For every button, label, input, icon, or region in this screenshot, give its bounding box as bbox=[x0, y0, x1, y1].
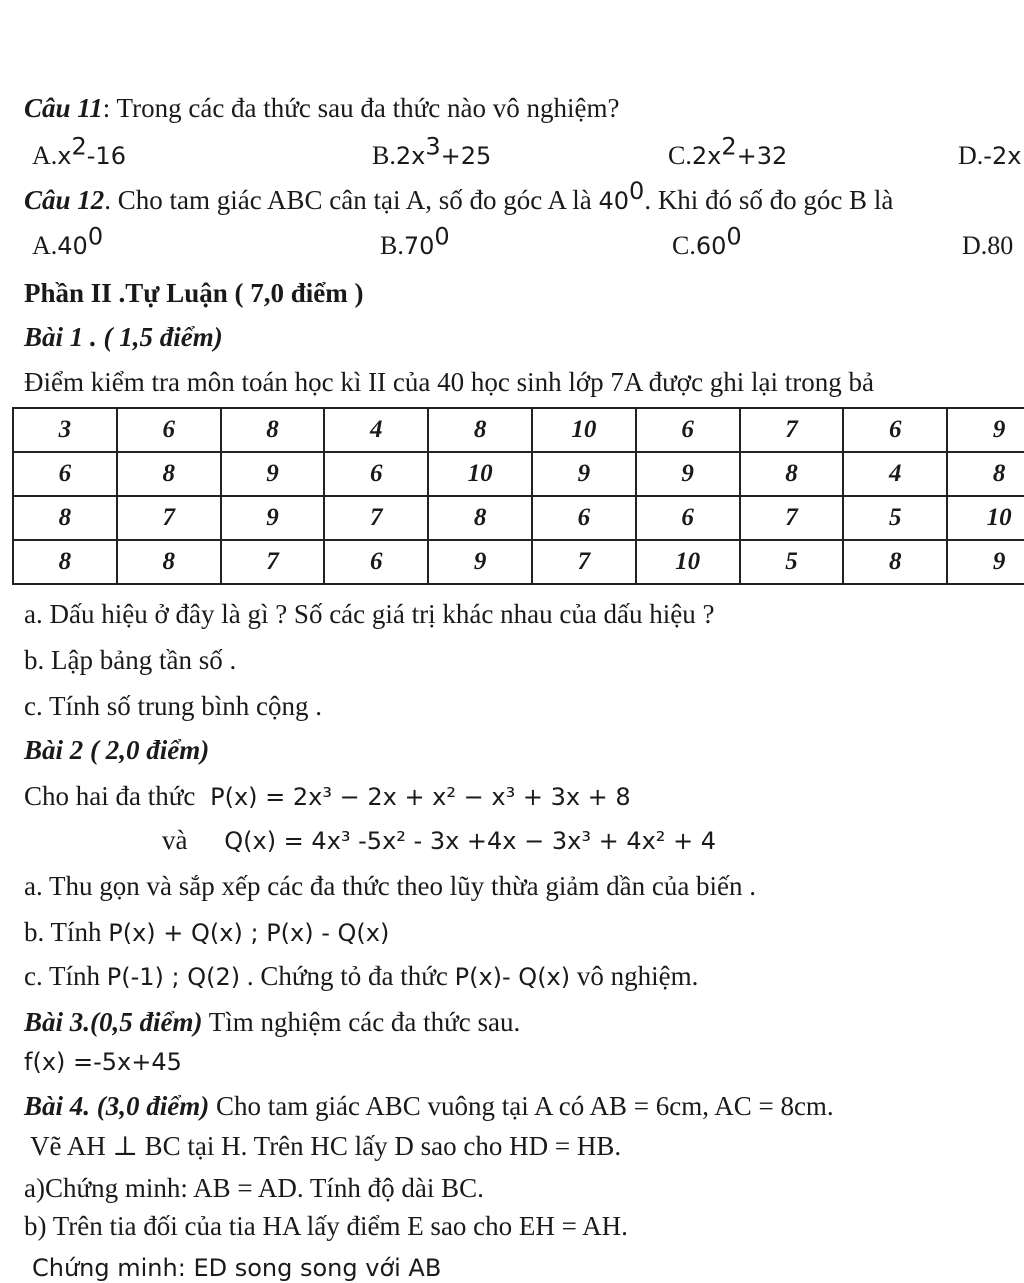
q11-option-c-rest: +32 bbox=[736, 142, 788, 170]
question-12 bbox=[24, 177, 894, 216]
q12-option-b bbox=[380, 222, 450, 261]
table-cell: 6 bbox=[636, 408, 740, 452]
table-cell: 6 bbox=[843, 408, 947, 452]
question-11 bbox=[24, 92, 619, 124]
bai-2-va: và bbox=[162, 825, 188, 855]
bai-4-line-3: a)Chứng minh: AB = AD. Tính độ dài BC. bbox=[24, 1173, 484, 1203]
table-cell: 6 bbox=[13, 452, 117, 496]
q11-option-c bbox=[668, 132, 788, 171]
q11-option-a bbox=[32, 132, 126, 171]
bai-2-part-c bbox=[24, 960, 698, 992]
question-12-angle-exp: 0 bbox=[629, 177, 645, 205]
bai-4-text: Cho tam giác ABC vuông tại A có AB = 6cm, AC = 8cm. bbox=[209, 1091, 834, 1121]
function-f: f(x) =-5x+45 bbox=[24, 1048, 182, 1076]
table-cell: 8 bbox=[221, 408, 325, 452]
bai-4-line-5: Chứng minh: ED song song với AB bbox=[32, 1254, 442, 1282]
table-cell: 9 bbox=[428, 540, 532, 584]
table-cell: 6 bbox=[532, 496, 636, 540]
bai-2-intro: Cho hai đa thức bbox=[24, 781, 196, 811]
table-cell: 10 bbox=[947, 496, 1024, 540]
table-cell: 9 bbox=[221, 452, 325, 496]
table-cell: 10 bbox=[428, 452, 532, 496]
table-cell: 9 bbox=[947, 540, 1024, 584]
score-table bbox=[12, 407, 1024, 585]
table-row bbox=[13, 540, 1024, 584]
q11-option-d-prefix: D. bbox=[958, 141, 984, 170]
table-cell: 7 bbox=[740, 408, 844, 452]
q12-option-c-val: 60 bbox=[695, 232, 727, 260]
bai-2-part-a: a. Thu gọn và sắp xếp các đa thức theo lũy thừa giảm dần của biến . bbox=[24, 871, 757, 901]
table-cell: 7 bbox=[740, 496, 844, 540]
bai-1-title: Bài 1 . ( 1,5 điểm) bbox=[24, 322, 223, 352]
q11-option-d bbox=[958, 141, 1021, 171]
table-cell: 10 bbox=[532, 408, 636, 452]
bai-2-q-line bbox=[162, 824, 716, 856]
bai-4-line-2: Vẽ AH ⊥ BC tại H. Trên HC lấy D sao cho HD = HB. bbox=[30, 1131, 622, 1161]
q11-option-c-prefix: C. bbox=[668, 141, 692, 170]
q12-option-a bbox=[32, 222, 104, 261]
table-cell: 10 bbox=[636, 540, 740, 584]
q11-option-b-exp: 3 bbox=[425, 132, 441, 161]
table-cell: 9 bbox=[947, 408, 1024, 452]
table-cell: 6 bbox=[636, 496, 740, 540]
bai-2-title: Bài 2 ( 2,0 điểm) bbox=[24, 735, 210, 765]
table-cell: 4 bbox=[843, 452, 947, 496]
bai-2-part-b bbox=[24, 916, 389, 948]
q11-option-a-rest: -16 bbox=[86, 142, 126, 170]
q12-option-b-exp: 0 bbox=[434, 222, 450, 251]
bai-2-part-b-math: P(x) + Q(x) ; P(x) - Q(x) bbox=[108, 919, 390, 947]
bai-2-part-c-end: vô nghiệm. bbox=[570, 961, 699, 991]
table-cell: 7 bbox=[324, 496, 428, 540]
table-cell: 7 bbox=[117, 496, 221, 540]
table-cell: 8 bbox=[740, 452, 844, 496]
bai-3-text: Tìm nghiệm các đa thức sau. bbox=[202, 1007, 521, 1037]
q11-option-b bbox=[372, 132, 492, 171]
q11-option-a-prefix: A. bbox=[32, 141, 58, 170]
table-cell: 8 bbox=[13, 540, 117, 584]
table-cell: 5 bbox=[843, 496, 947, 540]
table-cell: 6 bbox=[324, 540, 428, 584]
table-cell: 6 bbox=[117, 408, 221, 452]
bai-2-part-c-text: c. Tính bbox=[24, 961, 107, 991]
table-cell: 8 bbox=[117, 452, 221, 496]
q11-option-a-exp: 2 bbox=[71, 132, 87, 161]
q11-option-c-exp: 2 bbox=[721, 132, 737, 161]
table-row bbox=[13, 496, 1024, 540]
bai-2-part-c-math2: P(x)- Q(x) bbox=[454, 963, 571, 991]
q11-option-c-expr: 2x bbox=[691, 142, 722, 170]
q11-option-d-expr: -2x bbox=[983, 142, 1022, 170]
table-cell: 8 bbox=[13, 496, 117, 540]
bai-3-title: Bài 3.(0,5 điểm) bbox=[24, 1007, 203, 1037]
table-row bbox=[13, 408, 1024, 452]
table-cell: 8 bbox=[428, 408, 532, 452]
table-row bbox=[13, 452, 1024, 496]
q12-option-d bbox=[962, 231, 1013, 261]
bai-4-line-4: b) Trên tia đối của tia HA lấy điểm E sao cho EH = AH. bbox=[24, 1211, 628, 1241]
bai-2-part-b-text: b. Tính bbox=[24, 917, 109, 947]
bai-2-part-c-mid: . Chứng tỏ đa thức bbox=[240, 961, 455, 991]
table-cell: 9 bbox=[221, 496, 325, 540]
table-cell: 8 bbox=[117, 540, 221, 584]
q12-option-c bbox=[672, 222, 742, 261]
q11-option-b-prefix: B. bbox=[372, 141, 396, 170]
bai-1-part-a: a. Dấu hiệu ở đây là gì ? Số các giá trị khác nhau của dấu hiệu ? bbox=[24, 599, 715, 629]
bai-4-line bbox=[24, 1090, 834, 1122]
bai-4-title: Bài 4. (3,0 điểm) bbox=[24, 1091, 210, 1121]
polynomial-q: Q(x) = 4x³ -5x² - 3x +4x − 3x³ + 4x² + 4 bbox=[224, 827, 717, 855]
q12-option-a-exp: 0 bbox=[87, 222, 104, 251]
question-11-label: Câu 11 bbox=[24, 93, 103, 123]
question-12-text-b: . Khi đó số đo góc B là bbox=[644, 185, 894, 215]
q12-option-b-val: 70 bbox=[403, 232, 435, 260]
question-12-angle: 40 bbox=[598, 187, 630, 215]
question-12-label: Câu 12 bbox=[24, 185, 105, 215]
q11-option-b-rest: +25 bbox=[440, 142, 492, 170]
table-cell: 8 bbox=[947, 452, 1024, 496]
table-cell: 7 bbox=[221, 540, 325, 584]
q11-option-a-expr: x bbox=[57, 142, 72, 170]
bai-2-intro-line bbox=[24, 780, 631, 812]
q12-option-d-val: 80 bbox=[987, 231, 1014, 260]
question-12-text-a: . Cho tam giác ABC cân tại A, số đo góc A là bbox=[104, 185, 599, 215]
q11-option-b-expr: 2x bbox=[395, 142, 426, 170]
table-cell: 6 bbox=[324, 452, 428, 496]
bai-1-part-b: b. Lập bảng tần số . bbox=[24, 645, 237, 675]
bai-1-part-c: c. Tính số trung bình cộng . bbox=[24, 691, 322, 721]
table-cell: 7 bbox=[532, 540, 636, 584]
q12-option-d-prefix: D. bbox=[962, 231, 988, 260]
table-cell: 5 bbox=[740, 540, 844, 584]
q12-option-a-prefix: A. bbox=[32, 231, 58, 260]
bai-3-line bbox=[24, 1006, 520, 1038]
polynomial-p: P(x) = 2x³ − 2x + x² − x³ + 3x + 8 bbox=[210, 783, 631, 811]
table-cell: 9 bbox=[636, 452, 740, 496]
bai-2-part-c-math1: P(-1) ; Q(2) bbox=[106, 963, 241, 991]
q12-option-c-prefix: C. bbox=[672, 231, 696, 260]
q12-option-c-exp: 0 bbox=[726, 222, 742, 251]
q12-option-b-prefix: B. bbox=[380, 231, 404, 260]
part-2-heading: Phần II .Tự Luận ( 7,0 điểm ) bbox=[24, 278, 364, 308]
table-cell: 8 bbox=[843, 540, 947, 584]
bai-1-intro: Điểm kiểm tra môn toán học kì II của 40 học sinh lớp 7A được ghi lại trong bả bbox=[24, 367, 875, 397]
table-cell: 4 bbox=[324, 408, 428, 452]
table-cell: 9 bbox=[532, 452, 636, 496]
table-cell: 8 bbox=[428, 496, 532, 540]
table-cell: 3 bbox=[13, 408, 117, 452]
q12-option-a-val: 40 bbox=[57, 232, 88, 260]
question-11-text: : Trong các đa thức sau đa thức nào vô nghiệm? bbox=[102, 93, 620, 123]
